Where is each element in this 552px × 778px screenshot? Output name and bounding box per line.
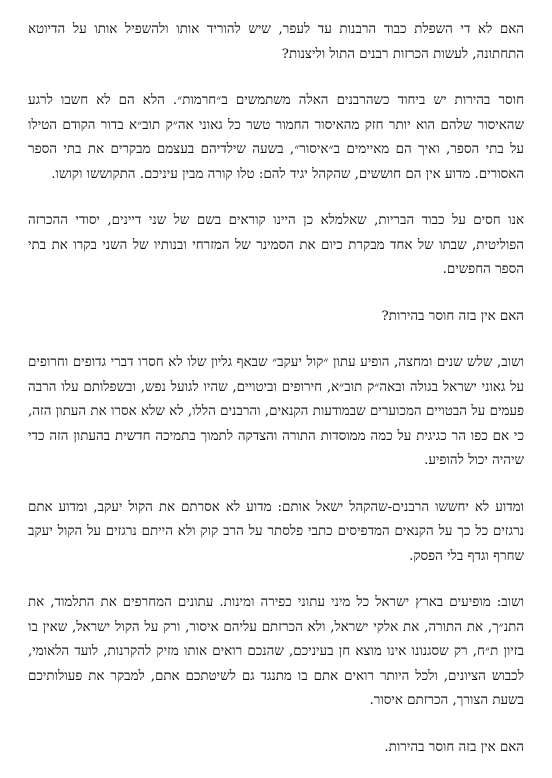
paragraph-6: ומדוע לא יחששו הרבנים-שהקהל ישאל אותם: מדוע לא אסרתם את הקול יעקב, ומדוע אתם נרגזים כל כך על הקנאים המדפיסים כתבי פלסתר על הרב קוק ולא הייתם נרגזים על הקול יעקב שחרף וגדף בלי הפסק.	[28, 499, 524, 564]
paragraph-4: האם אין בזה חוסר בהירות?	[381, 308, 524, 324]
paragraph-gap	[28, 67, 524, 89]
paragraph-5: ושוב, שלש שנים ומחצה, הופיע עתון ״קול יעקב״ שבאף גליון שלו לא חסרו דברי גדופים וחרופים על גאוני ישראל בגולה ובאה״ק תוב״א, חירופים וביטויים, שהיו לגועל נפש, ובשפלותם עלו הרבה פעמים על הבטויים המכוערים שבמודעות הקנאים, והרבנים הללו, לא שלא אסרו את העתון הזה, כי אם כפו הר כגיגית על כמה ממוסדות התורה והצדקה לתמוך בתמיכה חדשית בהעתון הזה כדי שיהיה יכול להופיע.	[28, 355, 524, 468]
paragraph-gap	[28, 714, 524, 736]
paragraph-7: ושוב: מופיעים בארץ ישראל כל מיני עתוני כפירה ומינות. עתונים המחרפים את התלמוד, את התנ״ך, את התורה, את אלקי ישראל, ולא הכרזתם עליהם איסור, ורק על הקול ישראל, שאין בו בזיון ת״ח, רק שסגנונו אינו מוצא חן בעיניכם, שהנכם רואים אותו מזיק להקרנות, לועד הלאומי, לכבוש הציונים, ולכל היותר רואים אתם בו מתנגד גם לשיטתכם אתם, למבקר את פעולותיכם בשעת הצורך, הכרזתם איסור.	[28, 595, 524, 708]
paragraph-gap	[28, 329, 524, 351]
paragraph-8: האם אין בזה חוסר בהירות.	[384, 739, 524, 755]
paragraph-1: האם לא די השפלת כבוד הרבנות עד לעפר, שיש להוריד אותו ולהשפיל אותו על הדיוטא התחתונה, לעשות הכרזות רבנים התול וליצנות?	[28, 22, 524, 62]
paragraph-3: אנו חסים על כבוד הבריות, שאלמלא כן היינו קוראים בשם של שני דיינים, יסודי ההכרזה הפוליטית, שבתו של אחד מבקרת כיום את הסמינר של המזרחי ובנותיו של השני בקרו את בתי הספר החפשים.	[28, 213, 524, 277]
paragraph-gap	[28, 187, 524, 209]
paragraph-gap	[28, 474, 524, 496]
paragraph-2: חוסר בהירות יש ביחוד כשהרבנים האלה משתמשים ב״חרמות״. הלא הם לא חשבו לרגע שהאיסור שלהם הוא יותר חזק מהאיסור החמור טשר כל גאוני אה״ק תוב״א בדור הקודם הטילו על בתי הספר, ואיך הם מאיימים ב״איסור״, בשעה שילדיהם בעצמם מבקרים את בתי הספר האסורים. מדוע אין הם חוששים, שהקהל יגיד להם: טלו קורה מבין עיניכם. התקוששו וקושו.	[28, 93, 524, 182]
paragraph-gap	[28, 283, 524, 305]
paragraph-gap	[28, 569, 524, 591]
